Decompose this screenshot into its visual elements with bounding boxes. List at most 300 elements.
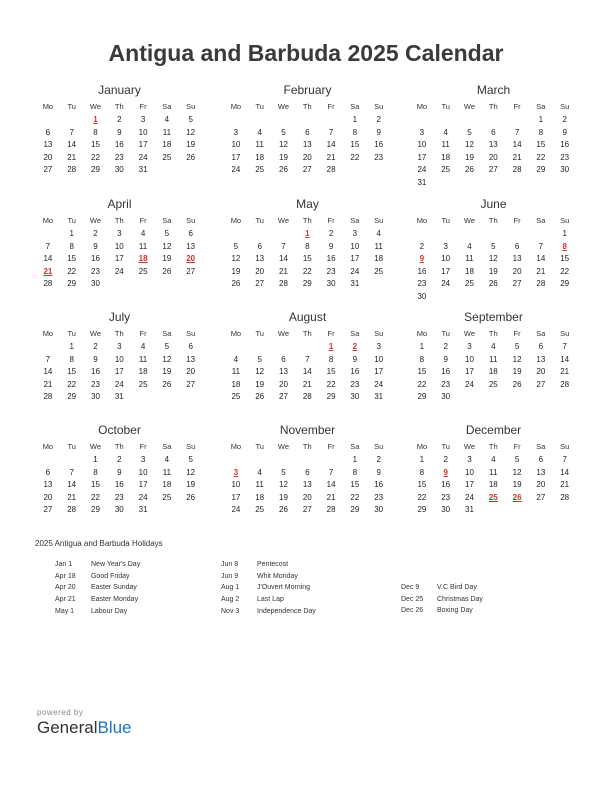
- weekday-header: We: [89, 442, 102, 451]
- weekday-header: Mo: [42, 329, 54, 338]
- day-cell: 15: [417, 480, 427, 489]
- holiday-row: [221, 571, 316, 583]
- month-may: [224, 196, 391, 291]
- day-cell: 17: [465, 367, 474, 376]
- day-cell: 2: [376, 115, 381, 124]
- day-cell: 16: [326, 254, 336, 263]
- day-cell: 28: [560, 492, 570, 502]
- day-cell: 2: [443, 455, 448, 464]
- day-cell: 3: [140, 455, 146, 464]
- day-cell: 25: [162, 492, 172, 502]
- day-cell: 24: [465, 492, 474, 502]
- empty-cell: [295, 454, 319, 467]
- day-cell: 10: [465, 467, 474, 477]
- day-cell: 14: [43, 254, 53, 263]
- day-cell: 2: [117, 115, 122, 124]
- brand-logo-text: [37, 718, 132, 738]
- day-cell: 28: [512, 165, 522, 174]
- month-september: [410, 309, 577, 404]
- day-cell: 25: [231, 392, 241, 401]
- day-cell: 29: [560, 279, 570, 288]
- weekday-header: Su: [186, 102, 196, 111]
- day-cell: 5: [164, 342, 170, 351]
- month-name: May: [296, 197, 319, 211]
- day-cell: 15: [350, 140, 360, 149]
- month-name: April: [107, 197, 132, 211]
- day-cell: 11: [255, 480, 264, 489]
- day-cell: 25: [138, 379, 148, 389]
- day-cell: 28: [560, 379, 570, 389]
- day-cell: 18: [488, 480, 498, 489]
- weekday-header: Mo: [230, 442, 242, 451]
- weekday-header: We: [277, 216, 290, 225]
- day-cell: 6: [188, 229, 193, 238]
- day-cell: 1: [419, 342, 425, 351]
- weekday-header: We: [89, 329, 102, 338]
- month-grid: [36, 440, 203, 517]
- holiday-date: 20: [186, 254, 196, 263]
- weekday-header: Sa: [350, 216, 360, 225]
- day-cell: 15: [302, 254, 312, 263]
- day-cell: 10: [441, 254, 451, 263]
- day-cell: 23: [441, 379, 451, 389]
- day-cell: 25: [162, 152, 172, 162]
- weekday-header: Th: [114, 329, 124, 338]
- day-cell: 10: [114, 241, 124, 251]
- month-name: January: [98, 83, 141, 97]
- day-cell: 12: [186, 127, 196, 137]
- weekday-header: Tu: [67, 102, 76, 111]
- day-cell: 17: [374, 367, 384, 376]
- day-cell: 11: [162, 467, 172, 477]
- day-cell: 9: [376, 467, 381, 477]
- day-cell: 19: [512, 367, 522, 376]
- day-cell: 27: [186, 266, 196, 276]
- month-july: [36, 309, 203, 404]
- day-cell: 9: [93, 241, 98, 251]
- day-cell: 19: [162, 254, 172, 263]
- day-cell: 27: [43, 165, 53, 174]
- holiday-date-label: Aug 1: [221, 584, 240, 592]
- day-cell: 13: [255, 254, 265, 263]
- day-cell: 18: [138, 367, 148, 376]
- day-cell: 24: [350, 266, 360, 276]
- day-cell: 20: [488, 152, 498, 162]
- day-cell: 23: [326, 266, 336, 276]
- empty-cell: [458, 114, 482, 127]
- day-cell: 24: [138, 492, 148, 502]
- day-cell: 29: [350, 505, 360, 514]
- day-cell: 20: [302, 152, 312, 162]
- day-cell: 4: [491, 342, 496, 351]
- day-cell: 5: [467, 127, 472, 137]
- day-cell: 14: [326, 480, 336, 489]
- weekday-header: We: [463, 216, 476, 225]
- day-cell: 4: [491, 455, 496, 464]
- day-cell: 24: [441, 279, 451, 288]
- day-cell: 21: [536, 266, 546, 276]
- weekday-header: Su: [374, 102, 384, 111]
- day-cell: 11: [489, 354, 498, 364]
- weekday-header: Mo: [416, 102, 428, 111]
- day-cell: 21: [560, 367, 570, 376]
- day-cell: 3: [419, 127, 425, 137]
- day-cell: 16: [91, 367, 100, 376]
- empty-cell: [248, 341, 272, 354]
- day-cell: 8: [328, 354, 334, 364]
- page-title: Antigua and Barbuda 2025 Calendar: [108, 40, 504, 66]
- empty-cell: [36, 341, 60, 354]
- day-cell: 17: [138, 140, 148, 149]
- day-cell: 17: [465, 480, 474, 489]
- weekday-header: Tu: [441, 329, 450, 338]
- weekday-header: Tu: [67, 442, 76, 451]
- day-cell: 10: [138, 467, 148, 477]
- holiday-date-label: Jun 8: [221, 561, 239, 568]
- holiday-date: 8: [562, 241, 567, 251]
- weekday-header: Mo: [42, 216, 54, 225]
- day-cell: 29: [536, 165, 546, 174]
- empty-cell: [458, 228, 482, 241]
- empty-cell: [36, 228, 60, 241]
- day-cell: 15: [536, 140, 546, 149]
- weekday-header: Tu: [255, 102, 264, 111]
- day-cell: 8: [93, 467, 98, 477]
- weekday-header: Mo: [230, 329, 242, 338]
- day-cell: 24: [231, 165, 241, 174]
- empty-cell: [224, 114, 248, 127]
- day-cell: 23: [441, 492, 451, 502]
- empty-cell: [36, 114, 60, 127]
- weekday-header: Th: [302, 102, 312, 111]
- weekday-header: Th: [302, 329, 312, 338]
- weekday-header: Tu: [255, 329, 264, 338]
- day-cell: 28: [43, 392, 53, 401]
- day-cell: 20: [279, 379, 288, 389]
- day-cell: 13: [43, 480, 53, 489]
- day-cell: 3: [117, 342, 122, 351]
- day-cell: 23: [91, 266, 100, 276]
- day-cell: 11: [231, 367, 241, 376]
- empty-cell: [410, 228, 434, 241]
- day-cell: 1: [352, 115, 358, 124]
- holiday-date: 18: [138, 254, 148, 263]
- day-cell: 7: [562, 455, 567, 464]
- holiday-row: [401, 582, 483, 594]
- day-cell: 8: [305, 241, 310, 251]
- day-cell: 27: [302, 505, 312, 514]
- weekday-header: Sa: [536, 442, 546, 451]
- day-cell: 19: [279, 152, 288, 162]
- brand-blue: Blue: [97, 718, 132, 737]
- day-cell: 5: [514, 342, 520, 351]
- day-cell: 4: [164, 455, 170, 464]
- holiday-date: 21: [43, 266, 53, 276]
- day-cell: 14: [560, 354, 570, 364]
- day-cell: 19: [279, 492, 288, 502]
- day-cell: 9: [117, 127, 122, 137]
- day-cell: 23: [417, 279, 427, 288]
- day-cell: 4: [233, 354, 239, 364]
- day-cell: 29: [91, 505, 100, 514]
- empty-cell: [529, 228, 553, 241]
- day-cell: 12: [512, 354, 522, 364]
- day-cell: 30: [441, 505, 451, 514]
- day-cell: 31: [374, 392, 384, 401]
- day-cell: 26: [255, 392, 265, 401]
- day-cell: 30: [91, 392, 100, 401]
- weekday-header: Mo: [416, 329, 428, 338]
- day-cell: 30: [326, 279, 336, 288]
- weekday-header: Fr: [513, 442, 521, 451]
- day-cell: 21: [512, 152, 522, 162]
- day-cell: 3: [376, 342, 381, 351]
- empty-cell: [434, 114, 458, 127]
- holiday-date: 25: [488, 492, 498, 502]
- day-cell: 5: [257, 354, 262, 364]
- holiday-date-label: Aug 2: [221, 596, 240, 604]
- holiday-row: [221, 582, 316, 594]
- weekday-header: Su: [560, 102, 570, 111]
- month-december: [410, 422, 577, 517]
- weekday-header: Fr: [327, 329, 335, 338]
- day-cell: 24: [138, 152, 148, 162]
- holiday-column: [221, 559, 316, 617]
- day-cell: 25: [465, 279, 474, 288]
- day-cell: 29: [326, 392, 336, 401]
- holiday-name: New Year's Day: [91, 561, 141, 568]
- month-name: July: [108, 310, 131, 324]
- empty-cell: [295, 341, 319, 354]
- day-cell: 22: [91, 152, 100, 162]
- day-cell: 11: [138, 241, 148, 251]
- day-cell: 4: [140, 229, 146, 238]
- day-cell: 13: [302, 140, 312, 149]
- empty-cell: [434, 228, 458, 241]
- day-cell: 14: [43, 367, 53, 376]
- day-cell: 19: [488, 266, 498, 276]
- day-cell: 31: [114, 392, 124, 401]
- day-cell: 12: [488, 254, 498, 263]
- day-cell: 8: [419, 354, 425, 364]
- day-cell: 29: [302, 279, 312, 288]
- weekday-header: Mo: [230, 216, 242, 225]
- holiday-date-label: May 1: [55, 607, 75, 615]
- weekday-header: Tu: [441, 442, 450, 451]
- day-cell: 15: [91, 480, 100, 489]
- day-cell: 25: [255, 505, 265, 514]
- weekday-header: Tu: [67, 329, 76, 338]
- day-cell: 22: [560, 266, 570, 276]
- holiday-date-label: Dec 9: [401, 584, 420, 591]
- day-cell: 9: [443, 354, 448, 364]
- day-cell: 2: [376, 455, 381, 464]
- holiday-date-label: Apr 18: [55, 572, 76, 580]
- day-cell: 12: [162, 241, 172, 251]
- holiday-row: [221, 606, 316, 618]
- day-cell: 21: [67, 492, 77, 502]
- day-cell: 12: [465, 140, 474, 149]
- holiday-date-label: Jun 9: [221, 572, 239, 580]
- day-cell: 13: [536, 467, 546, 477]
- day-cell: 4: [257, 467, 262, 477]
- holiday-name: Labour Day: [91, 607, 128, 615]
- holiday-name: Pentecost: [257, 561, 289, 568]
- day-cell: 13: [186, 354, 196, 364]
- day-cell: 12: [186, 467, 196, 477]
- month-grid: [224, 440, 391, 517]
- day-cell: 19: [255, 379, 265, 389]
- month-name: November: [279, 423, 336, 437]
- day-cell: 20: [536, 480, 546, 489]
- month-grid: [224, 100, 391, 177]
- powered-by-label: powered by: [37, 708, 84, 717]
- day-cell: 9: [117, 467, 122, 477]
- day-cell: 16: [441, 480, 451, 489]
- day-cell: 28: [302, 392, 312, 401]
- day-cell: 6: [45, 467, 51, 477]
- day-cell: 3: [140, 115, 146, 124]
- weekday-header: Su: [560, 216, 570, 225]
- day-cell: 11: [489, 467, 498, 477]
- empty-cell: [505, 228, 529, 241]
- day-cell: 13: [536, 354, 546, 364]
- day-cell: 5: [514, 455, 520, 464]
- day-cell: 26: [279, 165, 288, 174]
- holiday-row: [221, 594, 316, 606]
- day-cell: 28: [326, 505, 336, 514]
- day-cell: 30: [114, 165, 124, 174]
- day-cell: 23: [560, 152, 570, 162]
- day-cell: 16: [350, 367, 360, 376]
- day-cell: 22: [326, 379, 336, 389]
- empty-cell: [60, 114, 84, 127]
- day-cell: 7: [69, 467, 74, 477]
- day-cell: 16: [91, 254, 100, 263]
- day-cell: 5: [491, 241, 496, 251]
- month-grid: [36, 100, 203, 177]
- day-cell: 13: [186, 241, 196, 251]
- weekday-header: Fr: [327, 442, 335, 451]
- day-cell: 14: [560, 467, 570, 477]
- weekday-header: Sa: [162, 329, 172, 338]
- footer-logo[interactable]: [37, 708, 132, 738]
- day-cell: 9: [328, 241, 334, 251]
- day-cell: 10: [231, 140, 241, 149]
- day-cell: 15: [326, 367, 336, 376]
- weekday-header: We: [463, 102, 476, 111]
- day-cell: 21: [67, 152, 77, 162]
- day-cell: 2: [93, 342, 98, 351]
- day-cell: 20: [536, 367, 546, 376]
- weekday-header: Su: [560, 329, 570, 338]
- day-cell: 7: [514, 127, 520, 137]
- holiday-date: 1: [305, 229, 310, 238]
- weekday-header: Su: [186, 329, 196, 338]
- month-november: [224, 422, 391, 517]
- day-cell: 8: [69, 354, 74, 364]
- holiday-date-label: Apr 21: [55, 596, 76, 604]
- holiday-date: 26: [512, 492, 522, 502]
- weekday-header: Th: [302, 216, 312, 225]
- day-cell: 8: [93, 127, 98, 137]
- day-cell: 19: [512, 480, 522, 489]
- day-cell: 27: [302, 165, 312, 174]
- day-cell: 18: [255, 152, 265, 162]
- weekday-header: We: [277, 102, 290, 111]
- day-cell: 31: [138, 505, 148, 514]
- month-grid: [36, 214, 203, 291]
- weekday-header: Th: [488, 442, 498, 451]
- day-cell: 21: [560, 480, 570, 489]
- day-cell: 7: [69, 127, 74, 137]
- empty-cell: [272, 228, 296, 241]
- month-name: August: [288, 310, 327, 324]
- day-cell: 5: [233, 241, 239, 251]
- day-cell: 10: [231, 480, 241, 489]
- day-cell: 26: [186, 152, 196, 162]
- holiday-row: [55, 594, 140, 606]
- day-cell: 31: [417, 177, 427, 187]
- weekday-header: Th: [114, 102, 124, 111]
- holiday-date: 9: [443, 467, 448, 477]
- day-cell: 12: [231, 254, 241, 263]
- day-cell: 23: [374, 152, 384, 162]
- day-cell: 12: [255, 367, 265, 376]
- day-cell: 6: [281, 354, 286, 364]
- day-cell: 24: [374, 379, 384, 389]
- day-cell: 20: [43, 152, 53, 162]
- day-cell: 4: [467, 241, 472, 251]
- month-april: [36, 196, 203, 291]
- day-cell: 6: [491, 127, 496, 137]
- day-cell: 11: [465, 254, 474, 263]
- weekday-header: We: [89, 102, 102, 111]
- empty-cell: [272, 454, 296, 467]
- holiday-name: Easter Monday: [91, 596, 139, 604]
- day-cell: 2: [419, 241, 425, 251]
- weekday-header: Sa: [162, 442, 172, 451]
- weekday-header: Tu: [255, 442, 264, 451]
- day-cell: 22: [417, 492, 427, 502]
- day-cell: 14: [302, 367, 312, 376]
- day-cell: 19: [162, 367, 172, 376]
- holiday-name: Independence Day: [257, 607, 316, 615]
- day-cell: 18: [162, 140, 172, 149]
- day-cell: 3: [233, 127, 239, 137]
- weekday-header: We: [277, 329, 290, 338]
- weekday-header: Fr: [139, 442, 147, 451]
- day-cell: 1: [93, 455, 98, 464]
- day-cell: 20: [43, 492, 53, 502]
- weekday-header: Sa: [536, 329, 546, 338]
- day-cell: 4: [443, 127, 448, 137]
- weekday-header: Sa: [350, 102, 360, 111]
- weekday-header: Fr: [139, 216, 147, 225]
- day-cell: 2: [562, 115, 567, 124]
- weekday-header: Sa: [162, 102, 172, 111]
- holiday-name: Easter Sunday: [91, 584, 137, 592]
- day-cell: 12: [279, 140, 288, 149]
- day-cell: 22: [91, 492, 100, 502]
- month-name: October: [98, 423, 141, 437]
- day-cell: 20: [186, 367, 196, 376]
- holiday-name: Whit Monday: [257, 572, 298, 580]
- day-cell: 17: [417, 152, 427, 162]
- day-cell: 1: [352, 455, 358, 464]
- weekday-header: Su: [374, 442, 384, 451]
- day-cell: 26: [162, 379, 172, 389]
